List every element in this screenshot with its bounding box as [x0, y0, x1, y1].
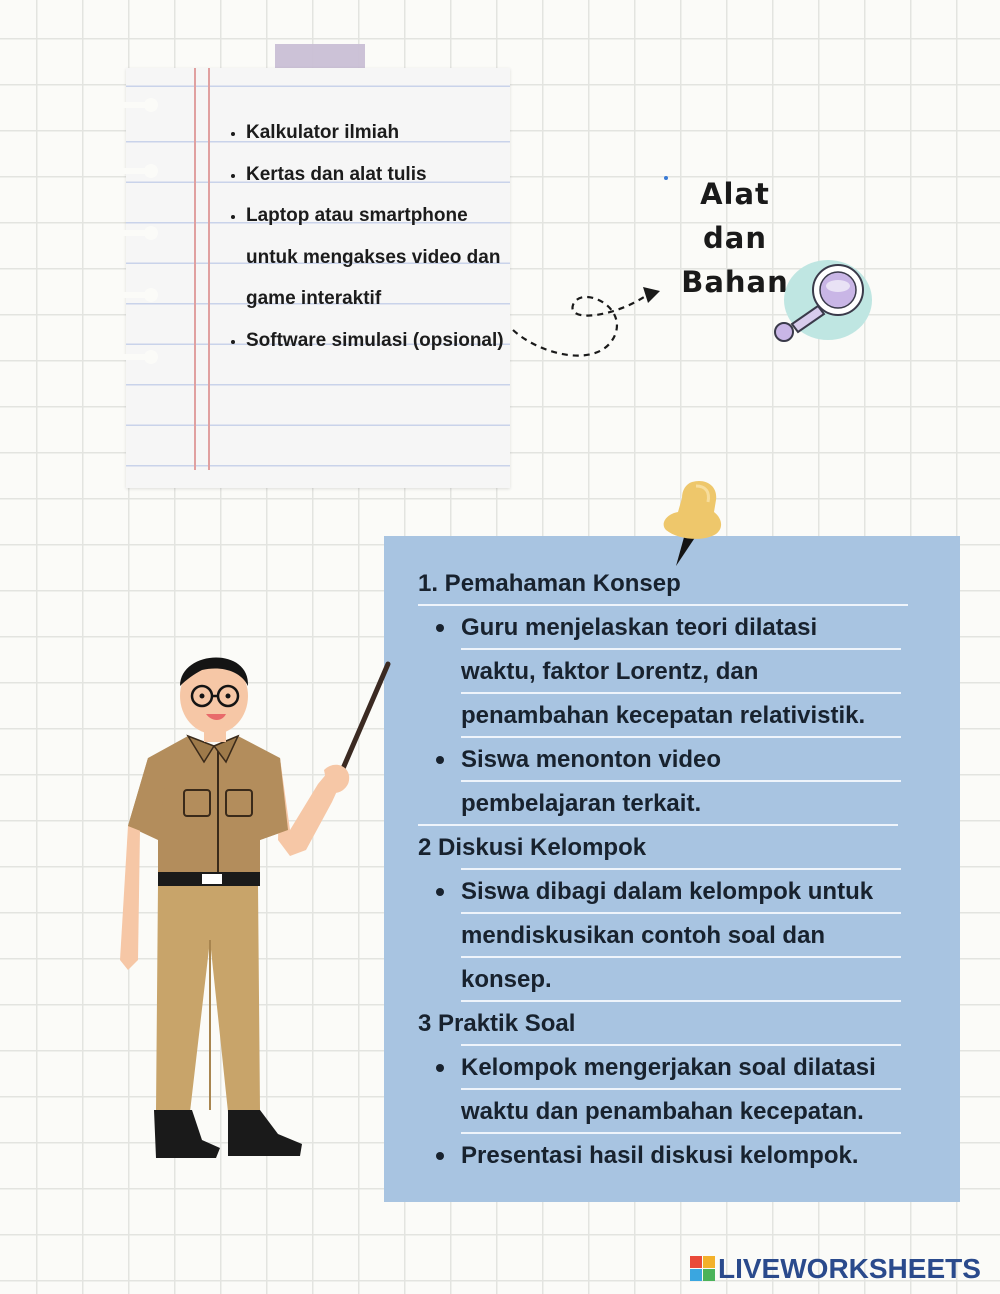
bullet-dot — [436, 888, 444, 896]
bullet-dot — [436, 1152, 444, 1160]
step-heading: 2 Diskusi Kelompok — [418, 834, 647, 861]
watermark-text: LIVEWORKSHEETS — [718, 1253, 981, 1284]
bullet-line: Kelompok mengerjakan soal dilatasi — [461, 1054, 876, 1081]
bullet-line: Siswa menonton video — [461, 746, 722, 773]
step-heading: 1. Pemahaman Konsep — [418, 570, 681, 597]
binder-hole — [122, 164, 158, 178]
binder-hole — [122, 226, 158, 240]
title-line: Alat — [700, 177, 770, 211]
bullet-line: Guru menjelaskan teori dilatasi — [461, 614, 818, 641]
tools-list-item: • Laptop atau smartphone untuk mengakses video dan game interaktif — [246, 195, 506, 320]
binder-hole — [122, 98, 158, 112]
bullet-dot — [436, 756, 444, 764]
bullet-line: pembelajaran terkait. — [461, 790, 702, 817]
instructions-card — [384, 536, 960, 1202]
bullet-dot — [436, 1064, 444, 1072]
bullet-line: waktu dan penambahan kecepatan. — [461, 1098, 864, 1125]
tools-list-item: • Software simulasi (opsional) — [246, 320, 506, 362]
tools-list-item: • Kalkulator ilmiah — [246, 112, 506, 154]
binder-hole — [122, 350, 158, 364]
teacher-illustration — [110, 640, 400, 1170]
margin-line — [208, 68, 210, 470]
binder-hole — [122, 288, 158, 302]
dashed-arrow-icon — [505, 275, 675, 370]
bullet-line: Presentasi hasil diskusi kelompok. — [461, 1142, 859, 1169]
bullet-line: konsep. — [461, 966, 552, 993]
title-line: dan — [703, 221, 767, 255]
liveworksheets-watermark — [690, 1253, 981, 1285]
pushpin-icon — [656, 478, 736, 570]
liveworksheets-logo-icon — [690, 1256, 716, 1282]
notebook-paper — [126, 68, 510, 488]
bullet-dot — [436, 624, 444, 632]
margin-line — [194, 68, 196, 470]
bullet-line: penambahan kecepatan relativistik. — [461, 702, 866, 729]
tools-list-item: • Kertas dan alat tulis — [246, 154, 506, 196]
bullet-line: waktu, faktor Lorentz, dan — [461, 658, 759, 685]
bullet-line: Siswa dibagi dalam kelompok untuk — [461, 878, 874, 905]
bullet-line: mendiskusikan contoh soal dan — [461, 922, 826, 949]
title-line: Bahan — [681, 265, 789, 299]
step-heading: 3 Praktik Soal — [418, 1010, 576, 1037]
tools-list — [226, 112, 506, 362]
magnifier-icon — [770, 258, 880, 348]
